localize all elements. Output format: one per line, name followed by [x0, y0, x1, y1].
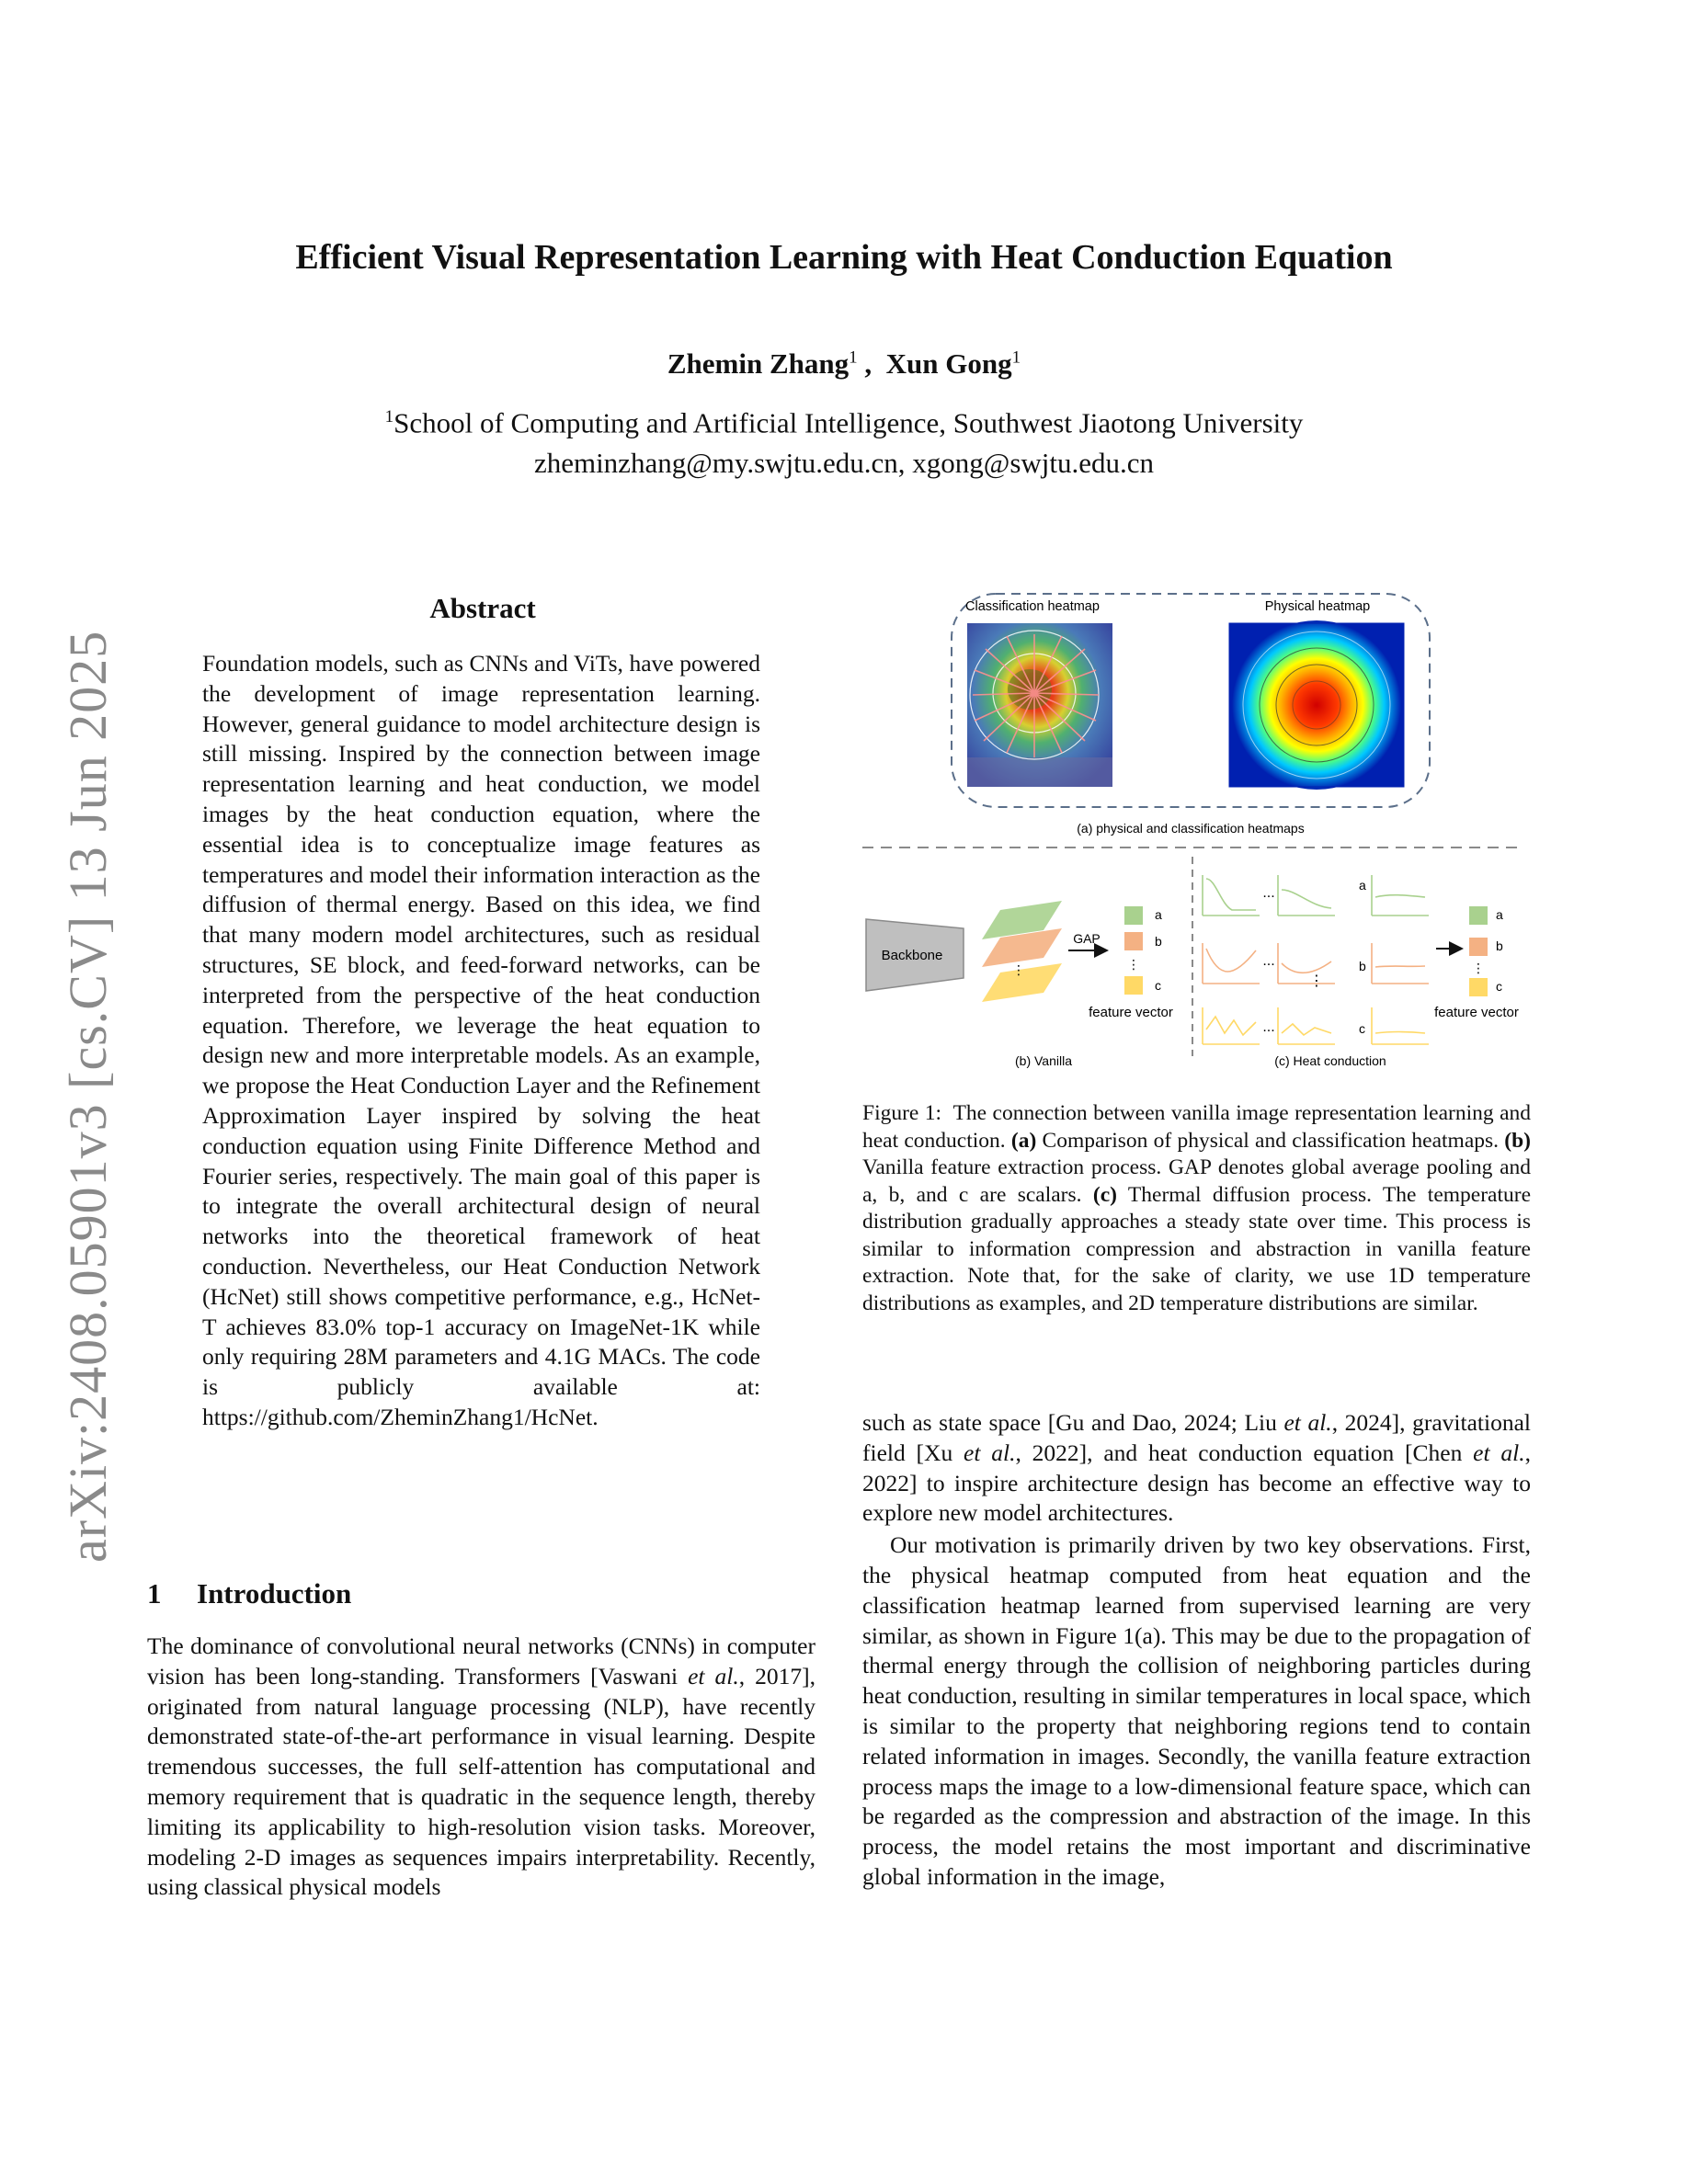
feature-vector-label-c: feature vector [1434, 1005, 1519, 1020]
svg-text:b: b [1359, 959, 1366, 973]
author-list: Zhemin Zhang$^1$ , Xun Gong$^1$ [667, 347, 1021, 380]
arxiv-sidebar-id: arXiv:2408.05901v3 [cs.CV] 13 Jun 2025 [58, 630, 118, 1563]
affiliation-mark: 1 [849, 347, 858, 368]
body-paragraph: such as state space [Gu and Dao, 2024; Liu et al., 2024], gravitational field [Xu et al., 2022], and heat conduction equation [Chen et al., 2022] to inspire architecture design has become an effective way to explore new model architectures. [862, 1409, 1531, 1527]
paper-title: Efficient Visual Representation Learning with Heat Conduction Equation [295, 238, 1393, 277]
affiliation: School of Computing and Artificial Intelligence, Southwest Jiaotong University [393, 406, 1304, 439]
classification-heatmap [967, 623, 1112, 787]
section-number: 1 [147, 1577, 162, 1610]
section-heading [147, 1577, 351, 1610]
svg-text:...: ... [1262, 953, 1275, 969]
author-name: Zhemin Zhang [667, 347, 850, 380]
author-emails: zheminzhang@my.swjtu.edu.cn, xgong@swjtu.edu.cn [533, 447, 1155, 480]
physical-heatmap [1229, 620, 1404, 790]
svg-text:⋮: ⋮ [1127, 957, 1140, 972]
heat-conduction-diagram [1203, 875, 1429, 1044]
svg-text:b: b [1496, 938, 1503, 953]
svg-text:⋮: ⋮ [1012, 962, 1025, 977]
scalar-a-label: a [1155, 907, 1162, 922]
affiliation-mark: 1 [384, 407, 394, 427]
subcaption-a: (a) physical and classification heatmaps [1077, 821, 1305, 836]
affiliation-mark: 1 [1011, 347, 1021, 368]
abstract-text: Foundation models, such as CNNs and ViTs, have powered the development of image representation learning. However, general guidance to model architecture design is still missing. Inspired by the connection between image representation learning and heat conduction, we model images by the heat conduction equation, where the essential idea is to conceptualize image features as temperatures and model their information interaction as the diffusion of thermal energy. Based on this idea, we find that many modern model architectures, such as residual structures, SE block, and feed-forward networks, can be interpreted from the perspective of the heat conduction equation. Therefore, we leverage the heat equation to design new and more interpretable models. As an example, we propose the Heat Conduction Layer and the Refinement Approximation Layer inspired by solving the heat conduction equation using Finite Difference Method and Fourier series, respectively. The main goal of this paper is to integrate the overall architectural design of neural networks into the theoretical framework of heat conduction. Nevertheless, our Heat Conduction Network (HcNet) still shows competitive performance, e.g., HcNet-T achieves 83.0% top-1 accuracy on ImageNet-1K while only requiring 28M parameters and 4.1G MACs. The code is publicly available at: https://github.com/ZheminZhang1/HcNet. [202, 650, 760, 1430]
scalar-b-label: b [1155, 934, 1162, 949]
physical-heatmap-label: Physical heatmap [1264, 599, 1371, 614]
section-title: Introduction [197, 1577, 352, 1610]
figure-1 [855, 583, 1531, 1079]
scalar-c-label: c [1155, 978, 1161, 993]
author-name: Xun Gong [885, 347, 1012, 380]
svg-text:a: a [1496, 907, 1503, 922]
svg-text:c: c [1359, 1021, 1365, 1036]
svg-text:c: c [1496, 979, 1502, 994]
figure-caption: Figure 1: The connection between vanilla image representation learning and heat conduction. (a) Comparison of physical and classification heatmaps. (b) Vanilla feature extraction process. GAP denotes global average pooling and a, b, and c are scalars. (c) Thermal diffusion process. The temperature distribution gradually approaches a steady state over time. This process is similar to information compression and abstraction in vanilla feature extraction. Note that, for the sake of clarity, we use 1D temperature distributions as examples, and 2D temperature distributions are similar. [862, 1101, 1532, 1315]
right-column-text [862, 1408, 1531, 1893]
svg-text:⋮: ⋮ [1309, 973, 1324, 989]
backbone-label: Backbone [881, 948, 943, 963]
body-paragraph: Our motivation is primarily driven by two key observations. First, the physical heatmap computed from heat equation and the classification heatmap learned from supervised learning are very similar, as shown in Figure 1(a). This may be due to the propagation of thermal energy through the collision of neighboring particles during heat conduction, resulting in similar temperatures in local space, which is similar to the property that neighboring regions tend to contain related information in images. Secondly, the vanilla feature extraction process maps the image to a low-dimensional feature space, which can be regarded as the compression and abstraction of the image. In this process, the model retains the most important and discriminative global information in the image, [862, 1531, 1531, 1890]
intro-paragraph: The dominance of convolutional neural networks (CNNs) in computer vision has been long-standing. Transformers [Vaswani et al., 2017], originated from natural language processing (NLP), have recently demonstrated state-of-the-art performance in visual learning. Despite tremendous successes, the full self-attention has computational and memory requirement that is quadratic in the sequence length, thereby limiting its applicability to high-resolution vision tasks. Moreover, modeling 2-D images as sequences impairs interpretability. Recently, using classical physical models [147, 1632, 815, 1901]
abstract-heading: Abstract [429, 592, 536, 624]
subcaption-b: (b) Vanilla [1015, 1053, 1072, 1068]
svg-text:...: ... [1262, 885, 1275, 901]
svg-text:a: a [1359, 878, 1366, 893]
vanilla-diagram [866, 901, 1173, 1068]
svg-text:...: ... [1262, 1019, 1275, 1035]
affiliation-block [0, 397, 1688, 483]
classification-heatmap-label: Classification heatmap [965, 599, 1100, 614]
svg-text:⋮: ⋮ [1472, 961, 1485, 975]
subcaption-c: (c) Heat conduction [1274, 1053, 1386, 1068]
gap-label: GAP [1073, 931, 1101, 946]
feature-vector-label: feature vector [1089, 1005, 1173, 1020]
